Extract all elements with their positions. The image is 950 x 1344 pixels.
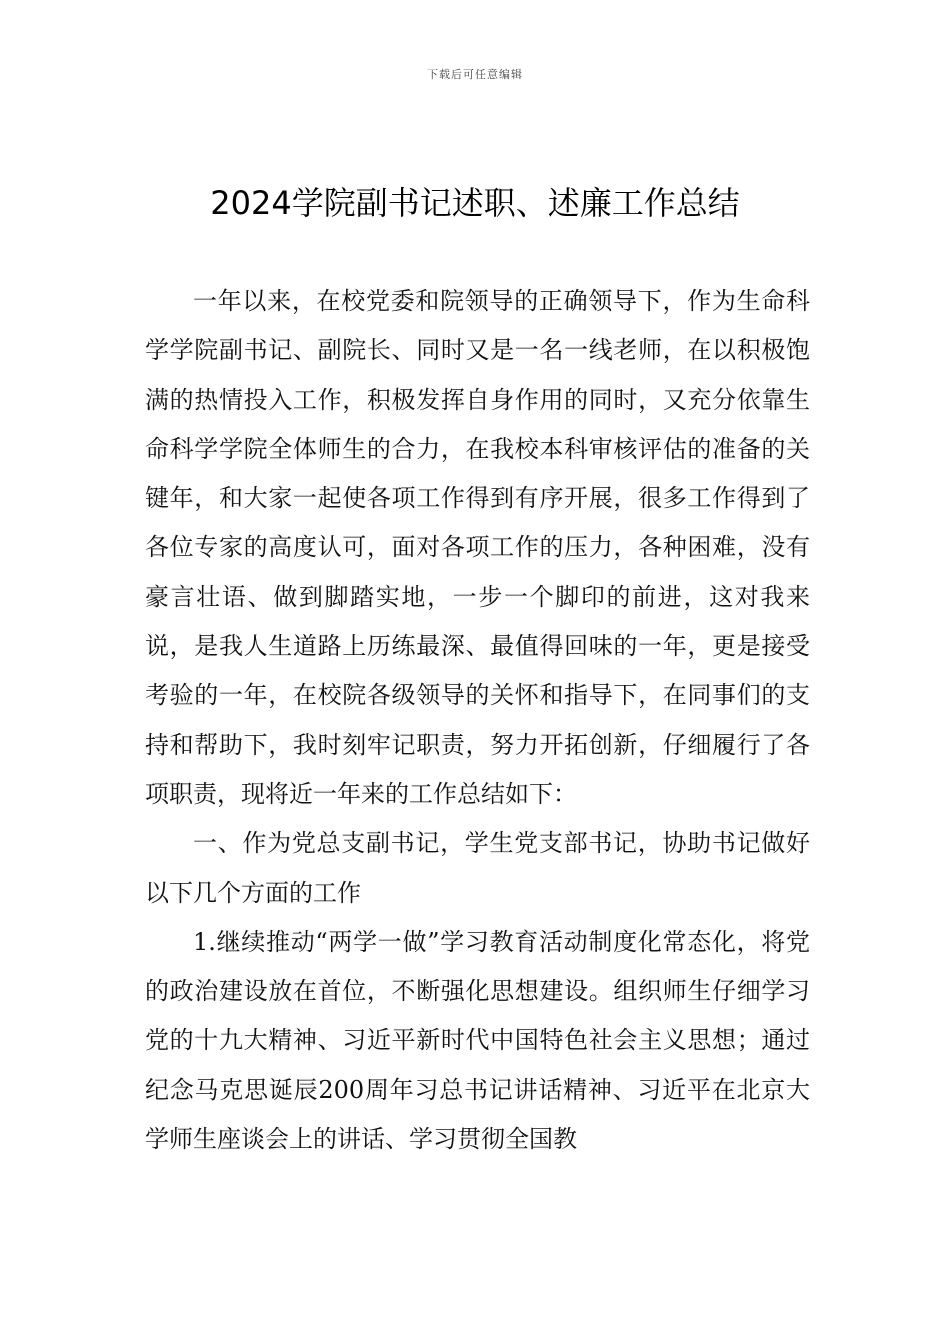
document-title: 2024学院副书记述职、述廉工作总结: [210, 184, 740, 222]
document-body: [145, 277, 810, 1164]
paragraph-item-1: 1.继续推动“两学一做”学习教育活动制度化常态化，将党的政治建设放在首位，不断强化思想建设。组织师生仔细学习党的十九大精神、习近平新时代中国特色社会主义思想；通过纪念马克思诞辰200周年习总书记讲话精神、习近平在北京大学师生座谈会上的讲话、学习贯彻全国教: [145, 927, 810, 1154]
paragraph-intro: 一年以来，在校党委和院领导的正确领导下，作为生命科学学院副书记、副院长、同时又是一名一线老师，在以积极饱满的热情投入工作，积极发挥自身作用的同时，又充分依靠生命科学学院全体师生的合力，在我校本科审核评估的准备的关键年，和大家一起使各项工作得到有序开展，很多工作得到了各位专家的高度认可，面对各项工作的压力，各种困难，没有豪言壮语、做到脚踏实地，一步一个脚印的前进，这对我来说，是我人生道路上历练最深、最值得回味的一年，更是接受考验的一年，在校院各级领导的关怀和指导下，在同事们的支持和帮助下，我时刻牢记职责，努力开拓创新，仔细履行了各项职责，现将近一年来的工作总结如下：: [145, 287, 810, 808]
paragraph-section-heading: 一、作为党总支副书记，学生党支部书记，协助书记做好以下几个方面的工作: [145, 829, 810, 907]
header-note: 下载后可任意编辑: [427, 68, 523, 81]
